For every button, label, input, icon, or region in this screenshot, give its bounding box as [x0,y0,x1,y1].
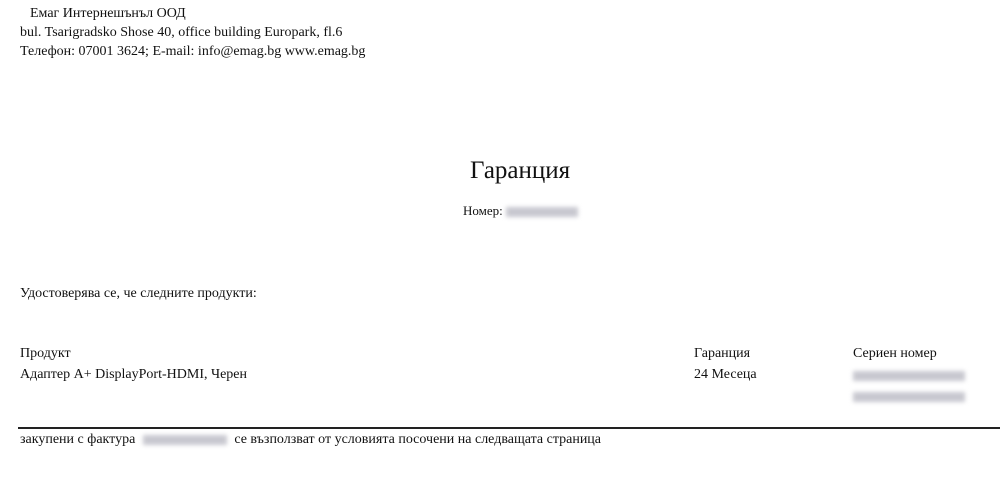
footer-text [20,432,601,448]
intro-text: Удостоверява се, че следните продукти: [20,286,257,301]
company-name: Емаг Интернешънъл ООД [30,6,186,21]
warranty-number [463,203,578,219]
column-header-product: Продукт [20,346,71,361]
column-header-warranty: Гаранция [694,346,751,361]
warranty-number-label: Номер: [463,203,503,218]
footer-before: закупени с фактура [20,432,136,447]
redacted-number [506,207,578,217]
column-header-serial: Сериен номер [853,346,937,361]
page-title: Гаранция [470,157,571,184]
redacted-invoice [143,435,227,445]
divider [18,427,1000,429]
company-contacts: Телефон: 07001 3624; E-mail: info@emag.bg www.emag.bg [20,44,366,59]
product-name: Адаптер A+ DisplayPort-HDMI, Черен [20,367,247,382]
redacted-serial-1 [853,367,965,385]
redacted-serial-2 [853,388,965,406]
footer-after: се възползват от условията посочени на следващата страница [234,432,602,447]
warranty-period: 24 Месеца [694,367,757,382]
company-address: bul. Tsarigradsko Shose 40, office building Europark, fl.6 [20,25,343,40]
